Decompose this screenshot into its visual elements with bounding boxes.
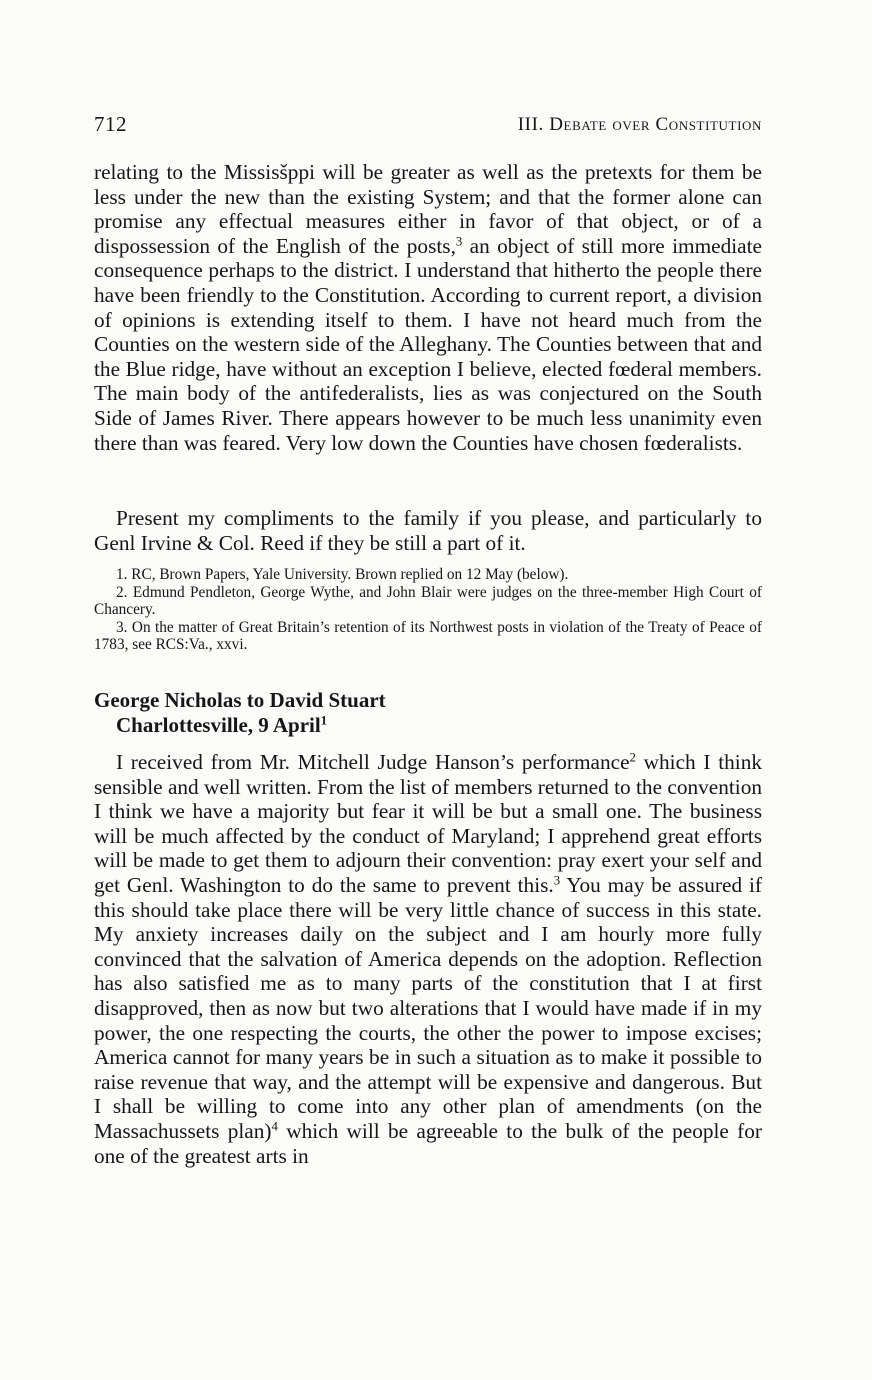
- letter-body: [94, 750, 762, 1168]
- text-run: You may be assured if this should take place there will be very little chance of success in this state. My anxiety increases daily on the subject and I am hourly more fully convinced that the salvation of America depends on the adoption. Reflection has also satisfied me as to many parts of the constitution that I at first disapproved, then as now but two alterations that I would have made if in my power, the one respecting the courts, the other the power to impose excises; America cannot for many years be in such a situation as to make it possible to raise revenue that way, and the attempt will be expensive and dangerous. But I shall be willing to come into any other plan of amendments (on the Massachussets plan): [94, 872, 762, 1143]
- text-run: which will be agreeable to the bulk of the people for one of the greatest arts in: [94, 1118, 763, 1168]
- text-run: relating to the Missisšppi will be greater as well as the pretexts for them be less under the new than the existing System; and that the former alone can promise any effectual measures either in favor of that object, or of a dispossession of the English of the posts,: [94, 160, 762, 258]
- place-date-text: Charlottesville, 9 April: [116, 713, 321, 737]
- footnote: 1. RC, Brown Papers, Yale University. Brown replied on 12 May (below).: [116, 566, 569, 583]
- body-paragraph: Present my compliments to the family if you please, and particularly to Genl Irvine & Col. Reed if they be still a part of it.: [94, 506, 762, 555]
- section-title: III. Debate over Constitution: [517, 114, 762, 135]
- text-run: which I think sensible and well written. From the list of members returned to the convention I think we have a majority but fear it will be but a small one. The business will be much affected by the conduct of Maryland; I apprehend great efforts will be made to get them to adjourn their convention: pray exert your self and get Genl. Washington to do the same to prevent this.: [94, 750, 762, 897]
- footnote-ref: 2: [629, 750, 636, 765]
- footnote-ref: 3: [553, 873, 561, 888]
- page-number: 712: [94, 112, 127, 136]
- body-paragraph: [94, 160, 762, 455]
- footnote-ref: 3: [455, 234, 463, 249]
- body-paragraph: [94, 750, 762, 1168]
- footnote: 2. Edmund Pendleton, George Wythe, and John Blair were judges on the three-member High Court of Chancery.: [94, 583, 762, 618]
- footnote-ref: 4: [271, 1119, 278, 1134]
- footnote: 3. On the matter of Great Britain’s retention of its Northwest posts in violation of the Treaty of Peace of 1783, see RCS:Va., xxvi.: [94, 618, 762, 653]
- running-head: [94, 112, 762, 142]
- letter-continuation: [94, 160, 762, 455]
- letter-heading: [94, 688, 762, 738]
- footnotes: [94, 566, 762, 654]
- text-run: an object of still more immediate consequence perhaps to the district. I understand that hitherto the people there have been friendly to the Constitution. According to current report, a division of opinions is extending itself to them. I have not heard much from the Counties on the western side of the Alleghany. The Counties between that and the Blue ridge, have without an exception I believe, elected fœderal members. The main body of the antifederalists, lies as was conjectured on the South Side of James River. There appears however to be much less unanimity even there than was feared. Very low down the Counties have chosen fœderalists.: [94, 233, 762, 455]
- footnote-ref: 1: [320, 713, 328, 728]
- letter-title: George Nicholas to David Stuart: [94, 688, 386, 712]
- closing-paragraph: [94, 506, 762, 555]
- text-run: I received from Mr. Mitchell Judge Hanson’s performance: [116, 750, 630, 774]
- letter-place-date: [94, 713, 762, 738]
